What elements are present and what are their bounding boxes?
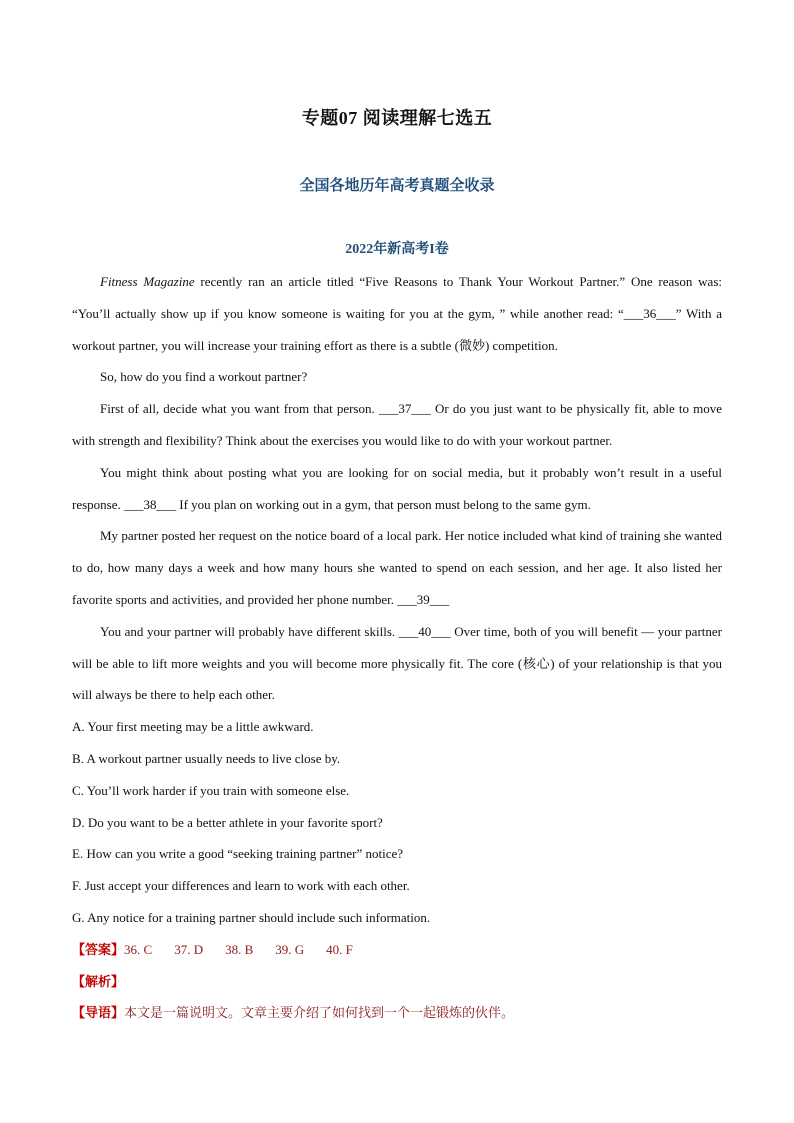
passage-paragraph-4: You might think about posting what you are looking for on social media, but it probably won’t result in a useful response. ___38___ If you plan on working out in a gym, that person must belong to the same gym. (72, 464, 722, 512)
page-subtitle: 全国各地历年高考真题全收录 (299, 178, 495, 194)
answer-item: 36. C (124, 941, 153, 957)
answer-item: 39. G (275, 941, 305, 957)
option-e: E. How can you write a good “seeking training partner” notice? (72, 846, 404, 862)
guide-label: 【导语】 (72, 1005, 125, 1021)
section-title: 2022年新高考I卷 (345, 242, 449, 257)
magazine-name: Fitness Magazine (100, 274, 195, 289)
analysis-label: 【解析】 (72, 973, 125, 989)
passage-body (72, 266, 722, 1029)
page-title: 专题07 阅读理解七选五 (301, 108, 493, 128)
option-c: C. You’ll work harder if you train with someone else. (72, 782, 350, 798)
passage-paragraph-1 (72, 266, 722, 361)
passage-paragraph-5: My partner posted her request on the notice board of a local park. Her notice included what kind of training she wanted to do, how many days a week and how many hours she wanted to spend on each session, and her age. It also listed her favorite sports and activities, and provided her phone number. ___39___ (72, 528, 722, 607)
option-a: A. Your first meeting may be a little awkward. (72, 719, 314, 735)
answer-line (72, 934, 722, 966)
guide-text: 本文是一篇说明文。文章主要介绍了如何找到一个一起锻炼的伙伴。 (124, 1005, 515, 1021)
passage-paragraph-3: First of all, decide what you want from that person. ___37___ Or do you just want to be physically fit, able to move with strength and flexibility? Think about the exercises you would like to do with your workout partner. (72, 401, 722, 448)
paragraph-1-text: recently ran an article titled “Five Reasons to Thank Your Workout Partner.” One reason was: “You’ll actually show up if you know someone is waiting for you at the gym, ” while another read: “___36___” With a workout partner, you will increase your training effort as there is a subtle (微妙) competition. (72, 274, 722, 353)
analysis-line (72, 966, 722, 998)
answer-item: 37. D (174, 941, 204, 957)
answer-item: 38. B (225, 941, 254, 957)
passage-paragraph-2: So, how do you find a workout partner? (100, 369, 308, 385)
guide-line (72, 997, 722, 1029)
option-g: G. Any notice for a training partner should include such information. (72, 909, 431, 925)
option-b: B. A workout partner usually needs to live close by. (72, 750, 341, 766)
option-f: F. Just accept your differences and learn to work with each other. (72, 878, 410, 894)
option-d: D. Do you want to be a better athlete in your favorite sport? (72, 814, 383, 830)
answer-label: 【答案】 (72, 941, 125, 957)
answer-item: 40. F (326, 941, 353, 957)
passage-paragraph-6: You and your partner will probably have different skills. ___40___ Over time, both of you will benefit — your partner will be able to lift more weights and you will become more physically fit. The core (核心) of your relationship is that you will always be there to help each other. (72, 623, 722, 703)
